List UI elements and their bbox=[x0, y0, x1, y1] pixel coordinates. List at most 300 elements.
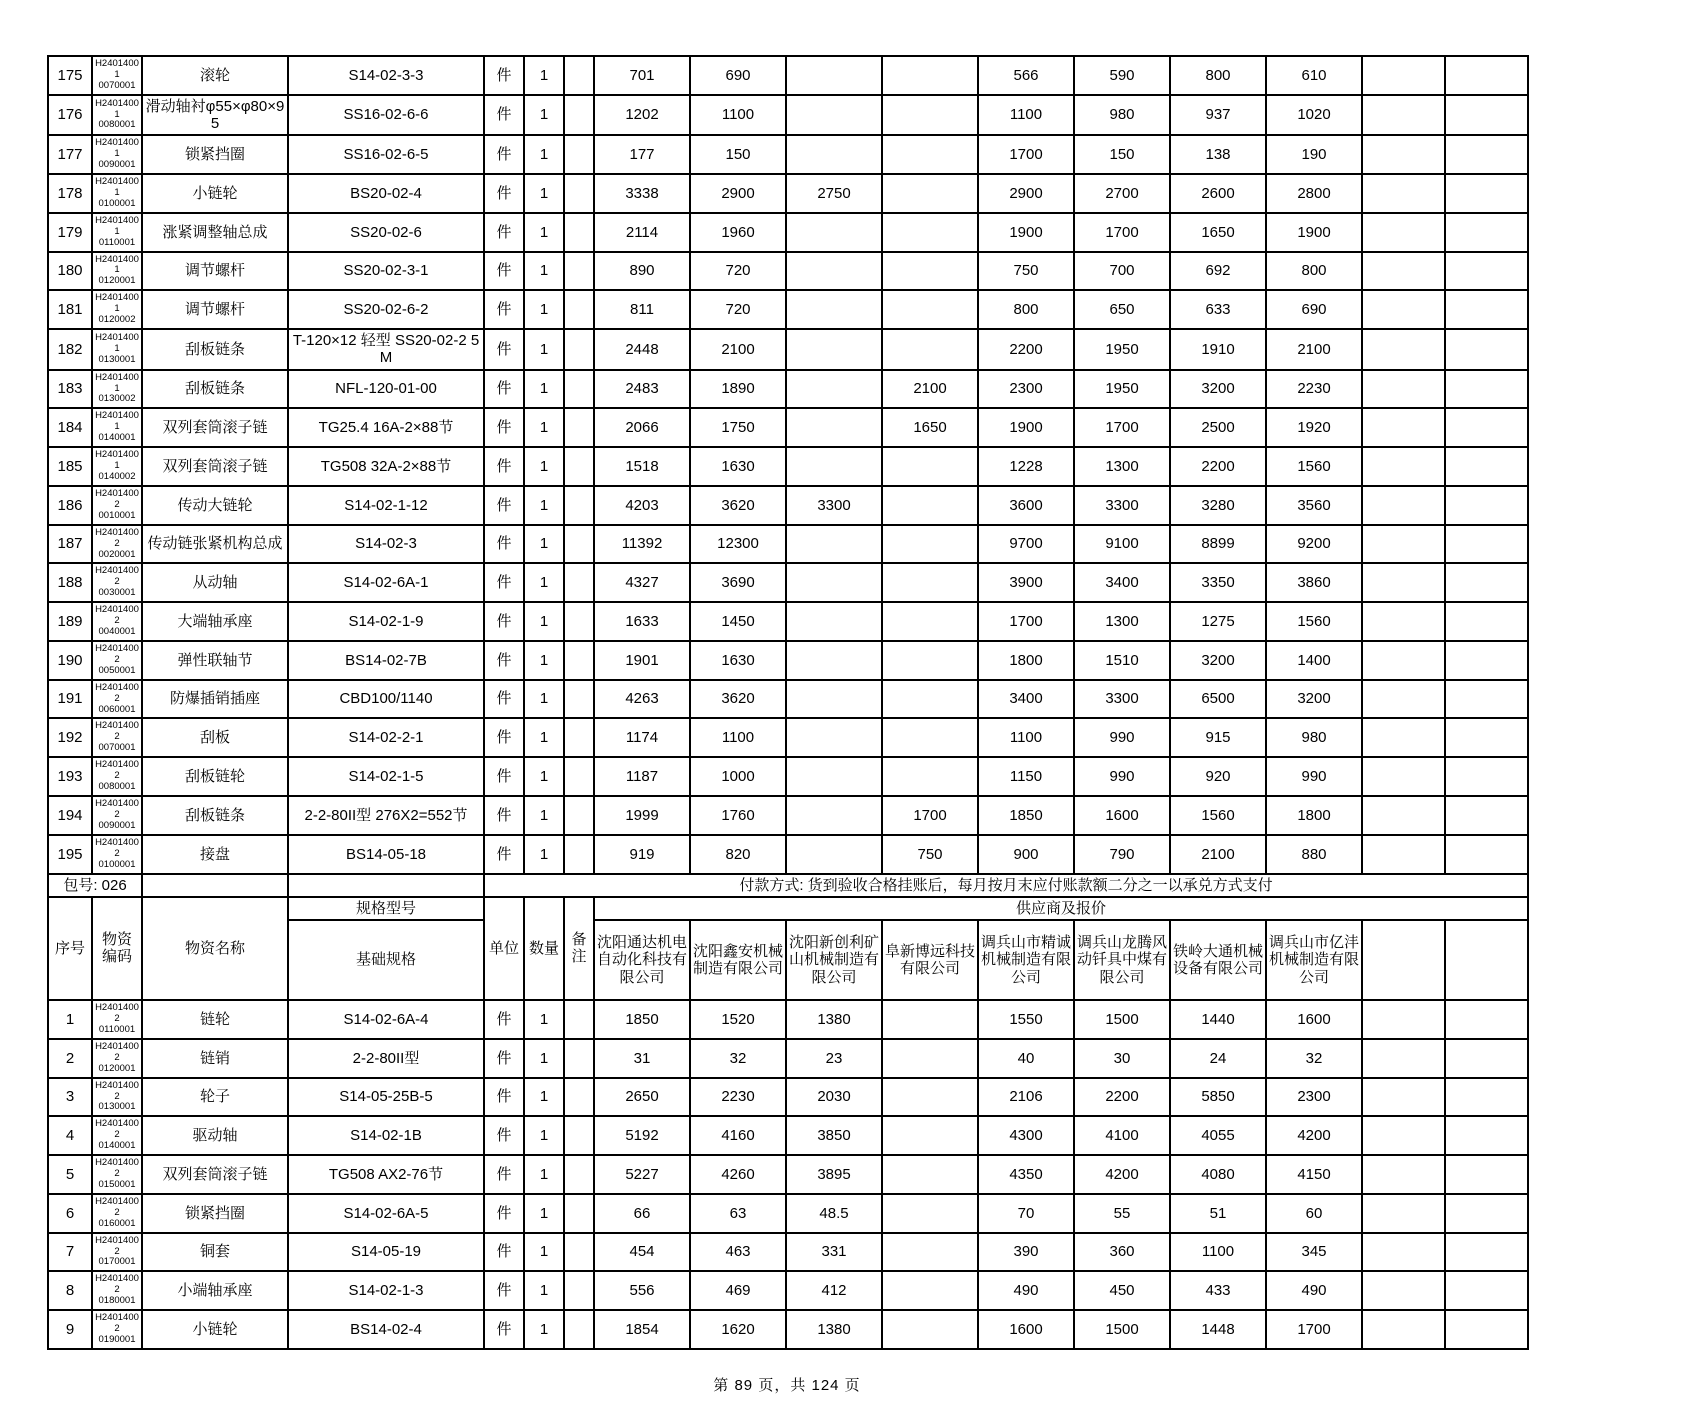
row-spec: S14-02-6A-5 bbox=[288, 1194, 484, 1233]
rows-section-top bbox=[48, 56, 1528, 874]
price-cell bbox=[1362, 486, 1445, 525]
row-code: H24014001 0110001 bbox=[92, 213, 142, 252]
price-cell: 48.5 bbox=[786, 1194, 882, 1233]
price-cell: 1700 bbox=[1074, 408, 1170, 447]
price-cell bbox=[786, 56, 882, 95]
price-cell: 2100 bbox=[882, 370, 978, 409]
row-unit: 件 bbox=[484, 1116, 524, 1155]
price-cell: 1440 bbox=[1170, 1000, 1266, 1039]
price-cell: 12300 bbox=[690, 525, 786, 564]
row-note bbox=[564, 1310, 594, 1349]
row-qty: 1 bbox=[524, 1155, 564, 1194]
price-cell: 1228 bbox=[978, 447, 1074, 486]
price-cell bbox=[1445, 370, 1528, 409]
price-cell bbox=[1445, 1194, 1528, 1233]
row-unit: 件 bbox=[484, 1233, 524, 1272]
row-unit: 件 bbox=[484, 56, 524, 95]
row-unit: 件 bbox=[484, 213, 524, 252]
price-cell: 2900 bbox=[690, 174, 786, 213]
price-cell: 1600 bbox=[978, 1310, 1074, 1349]
price-cell: 1202 bbox=[594, 95, 690, 136]
price-cell bbox=[1362, 718, 1445, 757]
row-spec: SS20-02-3-1 bbox=[288, 252, 484, 291]
price-cell: 2200 bbox=[1074, 1078, 1170, 1117]
payment-terms: 付款方式: 货到验收合格挂账后，每月按月末应付账款额二分之一以承兑方式支付 bbox=[484, 874, 1528, 897]
row-qty: 1 bbox=[524, 56, 564, 95]
row-unit: 件 bbox=[484, 1155, 524, 1194]
row-name: 锁紧挡圈 bbox=[142, 1194, 288, 1233]
row-qty: 1 bbox=[524, 447, 564, 486]
price-cell: 2200 bbox=[1170, 447, 1266, 486]
table-row bbox=[48, 1116, 1528, 1155]
page-number: 第 89 页，共 124 页 bbox=[713, 1376, 861, 1394]
row-unit: 件 bbox=[484, 757, 524, 796]
price-cell: 2066 bbox=[594, 408, 690, 447]
row-spec: BS14-02-4 bbox=[288, 1310, 484, 1349]
price-cell: 4100 bbox=[1074, 1116, 1170, 1155]
price-cell: 6500 bbox=[1170, 680, 1266, 719]
row-code: H24014002 0190001 bbox=[92, 1310, 142, 1349]
price-cell bbox=[882, 718, 978, 757]
row-seq: 189 bbox=[48, 602, 92, 641]
table-row bbox=[48, 135, 1528, 174]
row-seq: 188 bbox=[48, 563, 92, 602]
price-cell: 900 bbox=[978, 835, 1074, 874]
row-note bbox=[564, 174, 594, 213]
table-row bbox=[48, 370, 1528, 409]
price-cell bbox=[882, 1194, 978, 1233]
table-row bbox=[48, 1310, 1528, 1349]
row-qty: 1 bbox=[524, 1233, 564, 1272]
table-row bbox=[48, 252, 1528, 291]
price-cell: 1700 bbox=[1266, 1310, 1362, 1349]
row-qty: 1 bbox=[524, 718, 564, 757]
row-note bbox=[564, 486, 594, 525]
row-note bbox=[564, 56, 594, 95]
price-cell: 2700 bbox=[1074, 174, 1170, 213]
row-unit: 件 bbox=[484, 835, 524, 874]
row-code: H24014002 0110001 bbox=[92, 1000, 142, 1039]
table-row bbox=[48, 680, 1528, 719]
row-code: H24014002 0150001 bbox=[92, 1155, 142, 1194]
row-name: 从动轴 bbox=[142, 563, 288, 602]
price-cell bbox=[786, 408, 882, 447]
row-note bbox=[564, 1000, 594, 1039]
row-note bbox=[564, 680, 594, 719]
price-cell: 1620 bbox=[690, 1310, 786, 1349]
row-code: H24014002 0010001 bbox=[92, 486, 142, 525]
price-cell: 2650 bbox=[594, 1078, 690, 1117]
price-cell: 1500 bbox=[1074, 1310, 1170, 1349]
price-cell bbox=[1362, 370, 1445, 409]
price-cell bbox=[882, 486, 978, 525]
name-header: 物资名称 bbox=[142, 897, 288, 1000]
price-cell bbox=[786, 563, 882, 602]
row-name: 刮板链条 bbox=[142, 370, 288, 409]
price-cell bbox=[882, 680, 978, 719]
price-cell: 4055 bbox=[1170, 1116, 1266, 1155]
row-name: 双列套筒滚子链 bbox=[142, 408, 288, 447]
price-cell bbox=[1445, 486, 1528, 525]
row-unit: 件 bbox=[484, 329, 524, 370]
price-cell bbox=[882, 56, 978, 95]
row-unit: 件 bbox=[484, 95, 524, 136]
row-seq: 176 bbox=[48, 95, 92, 136]
row-name: 锁紧挡圈 bbox=[142, 135, 288, 174]
extra-column-header bbox=[1445, 920, 1528, 1000]
price-cell: 3350 bbox=[1170, 563, 1266, 602]
price-cell bbox=[882, 563, 978, 602]
price-cell bbox=[1445, 290, 1528, 329]
price-cell bbox=[1445, 835, 1528, 874]
price-cell: 1650 bbox=[1170, 213, 1266, 252]
price-cell: 701 bbox=[594, 56, 690, 95]
row-unit: 件 bbox=[484, 1000, 524, 1039]
price-cell bbox=[1362, 1000, 1445, 1039]
price-cell: 3400 bbox=[1074, 563, 1170, 602]
row-code: H24014002 0030001 bbox=[92, 563, 142, 602]
table-row bbox=[48, 174, 1528, 213]
price-cell: 3200 bbox=[1266, 680, 1362, 719]
row-seq: 187 bbox=[48, 525, 92, 564]
row-qty: 1 bbox=[524, 252, 564, 291]
price-cell bbox=[882, 213, 978, 252]
row-note bbox=[564, 563, 594, 602]
price-cell bbox=[1445, 447, 1528, 486]
row-qty: 1 bbox=[524, 290, 564, 329]
price-cell bbox=[882, 290, 978, 329]
row-spec: SS20-02-6 bbox=[288, 213, 484, 252]
price-cell bbox=[786, 680, 882, 719]
row-note bbox=[564, 1039, 594, 1078]
supplier-header: 铁岭大通机械设备有限公司 bbox=[1170, 920, 1266, 1000]
price-cell bbox=[1362, 1116, 1445, 1155]
row-unit: 件 bbox=[484, 252, 524, 291]
price-cell: 720 bbox=[690, 290, 786, 329]
price-cell: 1448 bbox=[1170, 1310, 1266, 1349]
price-cell: 138 bbox=[1170, 135, 1266, 174]
price-cell: 55 bbox=[1074, 1194, 1170, 1233]
row-note bbox=[564, 252, 594, 291]
row-note bbox=[564, 95, 594, 136]
row-unit: 件 bbox=[484, 370, 524, 409]
row-code: H24014001 0100001 bbox=[92, 174, 142, 213]
table-row bbox=[48, 602, 1528, 641]
row-code: H24014001 0090001 bbox=[92, 135, 142, 174]
price-cell: 1854 bbox=[594, 1310, 690, 1349]
price-cell: 980 bbox=[1074, 95, 1170, 136]
price-cell: 60 bbox=[1266, 1194, 1362, 1233]
row-qty: 1 bbox=[524, 1000, 564, 1039]
price-cell: 2483 bbox=[594, 370, 690, 409]
package-empty-cell bbox=[142, 874, 288, 897]
row-name: 双列套筒滚子链 bbox=[142, 1155, 288, 1194]
row-unit: 件 bbox=[484, 796, 524, 835]
price-cell bbox=[786, 835, 882, 874]
row-spec: S14-02-1-5 bbox=[288, 757, 484, 796]
price-cell: 1560 bbox=[1266, 602, 1362, 641]
price-cell bbox=[1362, 329, 1445, 370]
row-name: 刮板链条 bbox=[142, 329, 288, 370]
row-code: H24014001 0130002 bbox=[92, 370, 142, 409]
price-cell bbox=[1445, 1078, 1528, 1117]
price-cell: 5227 bbox=[594, 1155, 690, 1194]
table-row bbox=[48, 329, 1528, 370]
row-unit: 件 bbox=[484, 641, 524, 680]
price-cell bbox=[786, 213, 882, 252]
price-cell: 1650 bbox=[882, 408, 978, 447]
price-cell: 1000 bbox=[690, 757, 786, 796]
price-cell bbox=[1362, 290, 1445, 329]
row-code: H24014002 0120001 bbox=[92, 1039, 142, 1078]
row-spec: S14-02-1B bbox=[288, 1116, 484, 1155]
price-cell: 4260 bbox=[690, 1155, 786, 1194]
row-seq: 175 bbox=[48, 56, 92, 95]
price-cell: 3900 bbox=[978, 563, 1074, 602]
row-unit: 件 bbox=[484, 1039, 524, 1078]
table-row bbox=[48, 1155, 1528, 1194]
row-unit: 件 bbox=[484, 486, 524, 525]
row-name: 小链轮 bbox=[142, 174, 288, 213]
row-name: 驱动轴 bbox=[142, 1116, 288, 1155]
price-cell: 1760 bbox=[690, 796, 786, 835]
price-cell bbox=[1362, 1271, 1445, 1310]
price-cell bbox=[882, 1271, 978, 1310]
price-cell: 4080 bbox=[1170, 1155, 1266, 1194]
price-cell bbox=[1362, 56, 1445, 95]
row-note bbox=[564, 1271, 594, 1310]
row-code: H24014002 0180001 bbox=[92, 1271, 142, 1310]
row-unit: 件 bbox=[484, 174, 524, 213]
price-cell bbox=[1445, 680, 1528, 719]
price-cell bbox=[1362, 680, 1445, 719]
price-cell: 450 bbox=[1074, 1271, 1170, 1310]
row-spec: TG508 AX2-76节 bbox=[288, 1155, 484, 1194]
row-code: H24014001 0140002 bbox=[92, 447, 142, 486]
price-cell bbox=[786, 95, 882, 136]
price-cell: 690 bbox=[1266, 290, 1362, 329]
price-cell: 556 bbox=[594, 1271, 690, 1310]
price-cell bbox=[1362, 1155, 1445, 1194]
row-spec: TG25.4 16A-2×88节 bbox=[288, 408, 484, 447]
price-cell: 4203 bbox=[594, 486, 690, 525]
price-cell: 811 bbox=[594, 290, 690, 329]
price-cell bbox=[882, 1155, 978, 1194]
row-seq: 194 bbox=[48, 796, 92, 835]
price-cell: 750 bbox=[882, 835, 978, 874]
row-spec: S14-02-1-12 bbox=[288, 486, 484, 525]
price-cell: 3200 bbox=[1170, 370, 1266, 409]
price-cell: 700 bbox=[1074, 252, 1170, 291]
row-seq: 177 bbox=[48, 135, 92, 174]
price-cell bbox=[1362, 95, 1445, 136]
supplier-header: 沈阳通达机电自动化科技有限公司 bbox=[594, 920, 690, 1000]
row-spec: S14-02-6A-1 bbox=[288, 563, 484, 602]
row-name: 轮子 bbox=[142, 1078, 288, 1117]
price-cell: 1510 bbox=[1074, 641, 1170, 680]
price-cell: 590 bbox=[1074, 56, 1170, 95]
row-qty: 1 bbox=[524, 329, 564, 370]
row-code: H24014002 0040001 bbox=[92, 602, 142, 641]
row-code: H24014002 0060001 bbox=[92, 680, 142, 719]
row-note bbox=[564, 757, 594, 796]
row-name: 小端轴承座 bbox=[142, 1271, 288, 1310]
price-cell bbox=[882, 252, 978, 291]
price-cell: 4350 bbox=[978, 1155, 1074, 1194]
price-cell bbox=[786, 718, 882, 757]
row-qty: 1 bbox=[524, 174, 564, 213]
row-code: H24014001 0070001 bbox=[92, 56, 142, 95]
row-seq: 180 bbox=[48, 252, 92, 291]
price-cell bbox=[1445, 1271, 1528, 1310]
price-cell: 32 bbox=[1266, 1039, 1362, 1078]
row-unit: 件 bbox=[484, 718, 524, 757]
price-cell bbox=[1445, 135, 1528, 174]
row-seq: 193 bbox=[48, 757, 92, 796]
row-qty: 1 bbox=[524, 641, 564, 680]
row-name: 小链轮 bbox=[142, 1310, 288, 1349]
price-cell: 2100 bbox=[690, 329, 786, 370]
row-code: H24014001 0080001 bbox=[92, 95, 142, 136]
row-spec: S14-02-6A-4 bbox=[288, 1000, 484, 1039]
row-unit: 件 bbox=[484, 1271, 524, 1310]
price-cell: 566 bbox=[978, 56, 1074, 95]
row-seq: 178 bbox=[48, 174, 92, 213]
price-cell bbox=[786, 796, 882, 835]
price-cell bbox=[1362, 1078, 1445, 1117]
price-cell: 1750 bbox=[690, 408, 786, 447]
price-cell: 4327 bbox=[594, 563, 690, 602]
row-name: 刮板 bbox=[142, 718, 288, 757]
price-cell bbox=[882, 447, 978, 486]
price-cell: 692 bbox=[1170, 252, 1266, 291]
row-note bbox=[564, 447, 594, 486]
row-spec: BS14-05-18 bbox=[288, 835, 484, 874]
price-cell: 3690 bbox=[690, 563, 786, 602]
row-qty: 1 bbox=[524, 835, 564, 874]
price-cell: 8899 bbox=[1170, 525, 1266, 564]
price-cell: 990 bbox=[1266, 757, 1362, 796]
price-cell: 1518 bbox=[594, 447, 690, 486]
row-unit: 件 bbox=[484, 1310, 524, 1349]
rows-section-bottom bbox=[48, 1000, 1528, 1349]
row-note bbox=[564, 835, 594, 874]
price-cell bbox=[882, 1078, 978, 1117]
price-cell: 454 bbox=[594, 1233, 690, 1272]
price-cell bbox=[1362, 525, 1445, 564]
row-note bbox=[564, 135, 594, 174]
row-name: 弹性联轴节 bbox=[142, 641, 288, 680]
price-cell bbox=[786, 525, 882, 564]
price-cell bbox=[1362, 757, 1445, 796]
price-cell: 800 bbox=[1266, 252, 1362, 291]
price-cell: 4300 bbox=[978, 1116, 1074, 1155]
row-qty: 1 bbox=[524, 135, 564, 174]
row-seq: 3 bbox=[48, 1078, 92, 1117]
row-seq: 179 bbox=[48, 213, 92, 252]
price-cell bbox=[882, 1000, 978, 1039]
price-cell bbox=[882, 1233, 978, 1272]
price-cell bbox=[1445, 1233, 1528, 1272]
price-cell: 3895 bbox=[786, 1155, 882, 1194]
price-cell bbox=[1445, 408, 1528, 447]
price-cell: 880 bbox=[1266, 835, 1362, 874]
price-cell bbox=[882, 1039, 978, 1078]
row-spec: S14-02-3-3 bbox=[288, 56, 484, 95]
extra-column-header bbox=[1362, 920, 1445, 1000]
row-spec: S14-02-2-1 bbox=[288, 718, 484, 757]
price-cell: 990 bbox=[1074, 718, 1170, 757]
row-qty: 1 bbox=[524, 1078, 564, 1117]
price-cell: 4150 bbox=[1266, 1155, 1362, 1194]
price-cell: 800 bbox=[1170, 56, 1266, 95]
price-cell bbox=[1445, 796, 1528, 835]
price-cell: 3560 bbox=[1266, 486, 1362, 525]
row-unit: 件 bbox=[484, 1078, 524, 1117]
price-cell: 1400 bbox=[1266, 641, 1362, 680]
price-cell: 2114 bbox=[594, 213, 690, 252]
row-spec: T-120×12 轻型 SS20-02-2 5M bbox=[288, 329, 484, 370]
price-cell: 1100 bbox=[690, 718, 786, 757]
row-name: 传动大链轮 bbox=[142, 486, 288, 525]
row-name: 链销 bbox=[142, 1039, 288, 1078]
row-note bbox=[564, 796, 594, 835]
price-cell: 720 bbox=[690, 252, 786, 291]
price-cell: 937 bbox=[1170, 95, 1266, 136]
row-note bbox=[564, 370, 594, 409]
price-cell: 2100 bbox=[1266, 329, 1362, 370]
price-cell: 63 bbox=[690, 1194, 786, 1233]
row-unit: 件 bbox=[484, 408, 524, 447]
row-name: 链轮 bbox=[142, 1000, 288, 1039]
row-unit: 件 bbox=[484, 447, 524, 486]
price-cell: 3338 bbox=[594, 174, 690, 213]
price-cell: 1950 bbox=[1074, 329, 1170, 370]
price-cell: 1550 bbox=[978, 1000, 1074, 1039]
price-cell: 9700 bbox=[978, 525, 1074, 564]
price-cell: 1100 bbox=[690, 95, 786, 136]
price-cell: 1800 bbox=[1266, 796, 1362, 835]
row-name: 防爆插销插座 bbox=[142, 680, 288, 719]
price-cell: 190 bbox=[1266, 135, 1362, 174]
row-qty: 1 bbox=[524, 95, 564, 136]
price-cell: 70 bbox=[978, 1194, 1074, 1233]
row-note bbox=[564, 1116, 594, 1155]
price-cell bbox=[1362, 213, 1445, 252]
price-cell: 1600 bbox=[1074, 796, 1170, 835]
price-cell bbox=[882, 757, 978, 796]
row-name: 调节螺杆 bbox=[142, 290, 288, 329]
price-cell: 2106 bbox=[978, 1078, 1074, 1117]
package-number: 包号: 026 bbox=[48, 874, 142, 897]
row-seq: 186 bbox=[48, 486, 92, 525]
table-row bbox=[48, 1078, 1528, 1117]
row-note bbox=[564, 602, 594, 641]
price-cell: 1900 bbox=[978, 213, 1074, 252]
price-cell bbox=[1445, 329, 1528, 370]
price-cell bbox=[882, 135, 978, 174]
package-and-header-section bbox=[48, 874, 1528, 1001]
price-cell bbox=[786, 757, 882, 796]
price-cell: 3400 bbox=[978, 680, 1074, 719]
price-cell: 331 bbox=[786, 1233, 882, 1272]
price-cell bbox=[1445, 213, 1528, 252]
row-unit: 件 bbox=[484, 563, 524, 602]
price-cell: 4200 bbox=[1074, 1155, 1170, 1194]
price-cell: 2100 bbox=[1170, 835, 1266, 874]
price-cell: 2448 bbox=[594, 329, 690, 370]
price-cell: 1633 bbox=[594, 602, 690, 641]
